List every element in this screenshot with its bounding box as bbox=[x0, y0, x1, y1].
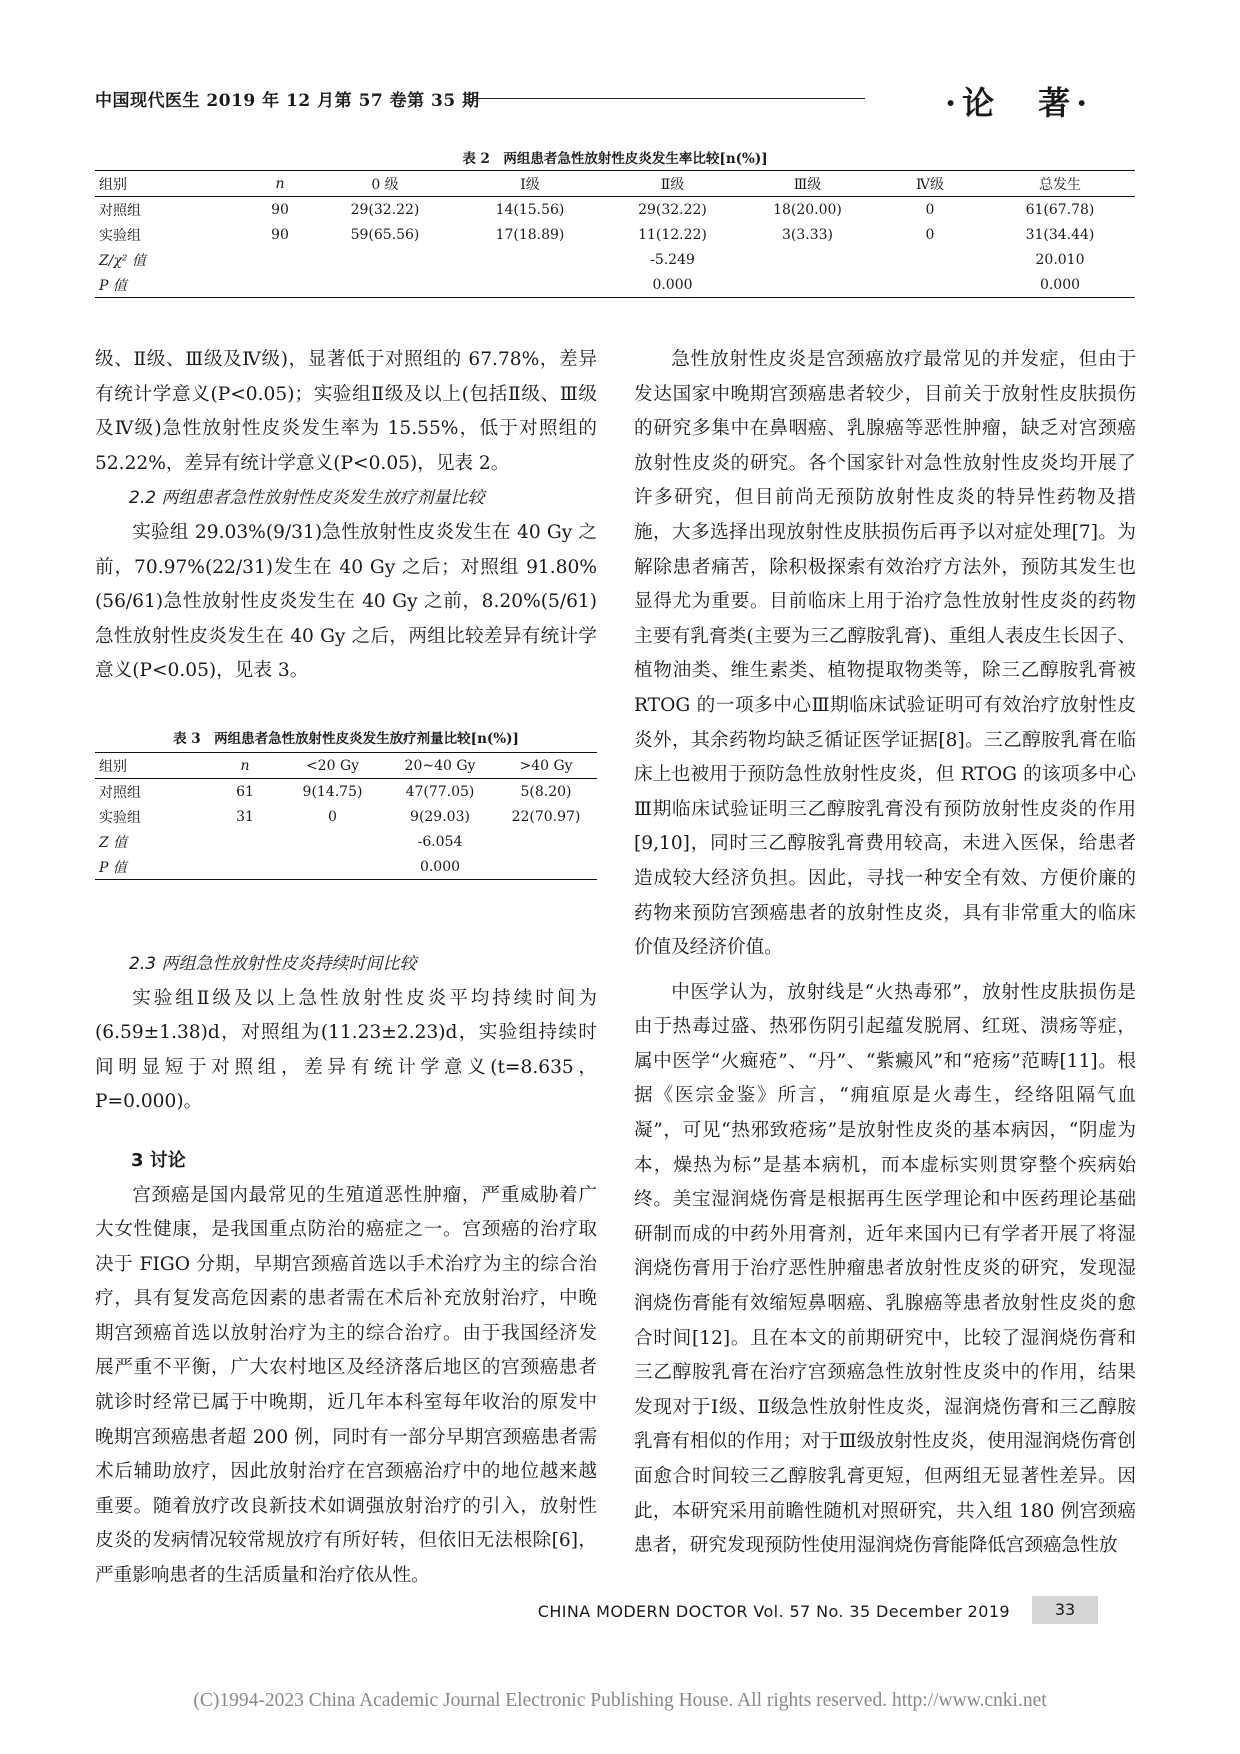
table-cell: 59(65.56) bbox=[350, 226, 420, 243]
table-cell bbox=[495, 829, 597, 854]
table2-header-cell: Ⅳ级 bbox=[875, 171, 985, 197]
table2-header-cell: 0 级 bbox=[315, 171, 455, 197]
table-cell: 31(34.44) bbox=[1025, 226, 1095, 243]
table-cell: 17(18.89) bbox=[495, 226, 565, 243]
table3 bbox=[95, 752, 597, 880]
paragraph: 实验组 29.03%(9/31)急性放射性皮炎发生在 40 Gy 之前，70.97%(22/31)发生在 40 Gy 之后；对照组 91.80%(56/61)急性放射性皮炎发生在 40 Gy 之前，8.20%(5/61)急性放射性皮炎发生在 40 Gy 之后，两组比较差异有统计学意义(P<0.05)，见表 3。 bbox=[95, 521, 597, 682]
page-number: 33 bbox=[1032, 1596, 1098, 1624]
right-column bbox=[634, 343, 1136, 1564]
table-cell: 3(3.33) bbox=[781, 226, 833, 243]
table-row bbox=[95, 829, 597, 854]
table-cell: 9(14.75) bbox=[302, 783, 363, 800]
table-cell bbox=[495, 854, 597, 880]
table-cell: 14(15.56) bbox=[495, 201, 565, 218]
table-cell bbox=[740, 272, 875, 298]
table-cell: Z/χ² 值 bbox=[99, 252, 146, 269]
table-cell: 0.000 bbox=[985, 272, 1135, 298]
table3-header-cell: n bbox=[210, 753, 280, 779]
paragraph: 实验组Ⅱ级及以上急性放射性皮炎平均持续时间为(6.59±1.38)d，对照组为(11.23±2.23)d，实验组持续时间明显短于对照组，差异有统计学意义(t=8.635，P=0.000)。 bbox=[95, 987, 597, 1113]
table-cell bbox=[875, 272, 985, 298]
table-cell: 实验组 bbox=[99, 227, 141, 244]
table-cell: 20.010 bbox=[1035, 251, 1085, 268]
section-heading-2-3: 2.3 两组急性放射性皮炎持续时间比较 bbox=[129, 953, 417, 974]
table-cell: 对照组 bbox=[99, 784, 141, 801]
table-cell bbox=[455, 247, 605, 272]
table-row bbox=[95, 854, 597, 880]
header-rule bbox=[470, 98, 865, 99]
section-heading-3: 3 讨论 bbox=[131, 1149, 186, 1171]
table2-header-row bbox=[95, 171, 1135, 197]
section-heading-2-2: 2.2 两组患者急性放射性皮炎发生放疗剂量比较 bbox=[129, 488, 485, 509]
table-cell bbox=[315, 272, 455, 298]
table-cell bbox=[740, 247, 875, 272]
table-cell bbox=[210, 854, 280, 880]
table-cell: P 值 bbox=[95, 854, 210, 880]
table2-header-cell: Ⅱ级 bbox=[605, 171, 740, 197]
table-cell: 61 bbox=[236, 783, 254, 800]
paragraph: 急性放射性皮炎是宫颈癌放疗最常见的并发症，但由于发达国家中晚期宫颈癌患者较少，目前关于放射性皮肤损伤的研究多集中在鼻咽癌、乳腺癌等恶性肿瘤，缺乏对宫颈癌放射性皮炎的研究。各个国家针对急性放射性皮炎均开展了许多研究，但目前尚无预防放射性皮炎的特异性药物及措施，大多选择出现放射性皮肤损伤后再予以对症处理[7]。为解除患者痛苦，除积极探索有效治疗方法外，预防其发生也显得尤为重要。目前临床上用于治疗急性放射性皮炎的药物主要有乳膏类(主要为三乙醇胺乳膏)、重组人表皮生长因子、植物油类、维生素类、植物提取物类等，除三乙醇胺乳膏被 RTOG 的一项多中心Ⅲ期临床试验证明可有效治疗放射性皮炎外，其余药物均缺乏循证医学证据[8]。三乙醇胺乳膏在临床上也被用于预防急性放射性皮炎，但 RTOG 的该项多中心Ⅲ期临床试验证明三乙醇胺乳膏没有预防放射性皮炎的作用[9,10]，同时三乙醇胺乳膏费用较高，未进入医保，给患者造成较大经济负担。因此，寻找一种安全有效、方便价廉的药物来预防宫颈癌患者的放射性皮炎，具有非常重大的临床价值及经济价值。 bbox=[634, 349, 1136, 959]
table2-header-cell: n bbox=[245, 171, 315, 197]
table3-header-cell: 20~40 Gy bbox=[385, 753, 495, 779]
paragraph: 级、Ⅱ级、Ⅲ级及Ⅳ级)，显著低于对照组的 67.78%，差异有统计学意义(P<0.05)；实验组Ⅱ级及以上(包括Ⅱ级、Ⅲ级及Ⅳ级)急性放射性皮炎发生率为 15.55%，低于对照组的 52.22%，差异有统计学意义(P<0.05)，见表 2。 bbox=[95, 349, 597, 474]
table3-header-cell: <20 Gy bbox=[280, 753, 385, 779]
table-cell: 9(29.03) bbox=[410, 808, 470, 825]
paragraph: 宫颈癌是国内最常见的生殖道恶性肿瘤，严重威胁着广大女性健康，是我国重点防治的癌症之一。宫颈癌的治疗取决于 FIGO 分期，早期宫颈癌首选以手术治疗为主的综合治疗，具有复发高危因素的患者需在术后补充放射治疗，中晚期宫颈癌首选以放射治疗为主的综合治疗。由于我国经济发展严重不平衡，广大农村地区及经济落后地区的宫颈癌患者就诊时经常已属于中晚期，近几年本科室每年收治的原发中晚期宫颈癌患者超 200 例，同时有一部分早期宫颈癌患者需术后辅助放疗，因此放射治疗在宫颈癌治疗中的地位越来越重要。随着放疗改良新技术如调强放射治疗的引入，放射性皮炎的发病情况较常规放疗有所好转，但依旧无法根除[6]，严重影响患者的生活质量和治疗依从性。 bbox=[95, 1184, 597, 1587]
running-footer-journal: CHINA MODERN DOCTOR Vol. 57 No. 35 December 2019 bbox=[537, 1602, 1010, 1621]
table2-header-cell: Ⅲ级 bbox=[740, 171, 875, 197]
table-cell: 11(12.22) bbox=[638, 226, 707, 243]
left-column bbox=[95, 343, 597, 1594]
table-cell: 0.000 bbox=[605, 272, 740, 298]
table-cell: 31 bbox=[236, 808, 254, 825]
table2-caption: 表 2 两组患者急性放射性皮炎发生率比较[n(%)] bbox=[462, 151, 768, 167]
table-cell: 0.000 bbox=[385, 854, 495, 880]
table-cell: 对照组 bbox=[99, 202, 141, 219]
table-row bbox=[95, 272, 1135, 298]
table2 bbox=[95, 170, 1135, 298]
table-row bbox=[95, 779, 597, 805]
table-cell: 29(32.22) bbox=[350, 201, 420, 218]
table-row bbox=[95, 804, 597, 829]
table-cell bbox=[280, 854, 385, 880]
table-cell bbox=[315, 247, 455, 272]
paragraph: 中医学认为，放射线是“火热毒邪”，放射性皮肤损伤是由于热毒过盛、热邪伤阴引起蕴发脱屑、红斑、溃疡等症，属中医学“火癍疮”、“丹”、“紫癜风”和“疮疡”范畴[11]。根据《医宗金鉴》所言，“痈疽原是火毒生，经络阻隔气血凝”，可见“热邪致疮疡”是放射性皮炎的基本病因，“阴虚为本，燥热为标”是基本病机，而本虚标实则贯穿整个疾病始终。美宝湿润烧伤膏是根据再生医学理论和中医药理论基础研制而成的中药外用膏剂，近年来国内已有学者开展了将湿润烧伤膏用于治疗恶性肿瘤患者放射性皮炎的研究，发现湿润烧伤膏能有效缩短鼻咽癌、乳腺癌等患者放射性皮炎的愈合时间[12]。且在本文的前期研究中，比较了湿润烧伤膏和三乙醇胺乳膏在治疗宫颈癌急性放射性皮炎中的作用，结果发现对于Ⅰ级、Ⅱ级急性放射性皮炎，湿润烧伤膏和三乙醇胺乳膏有相似的作用；对于Ⅲ级放射性皮炎，使用湿润烧伤膏创面愈合时间较三乙醇胺乳膏更短，但两组无显著性差异。因此，本研究采用前瞻性随机对照研究，共入组 180 例宫颈癌患者，研究发现预防性使用湿润烧伤膏能降低宫颈癌急性放 bbox=[634, 981, 1136, 1557]
table-cell: -6.054 bbox=[417, 833, 463, 850]
table-cell: 22(70.97) bbox=[511, 808, 581, 825]
table-cell: 0 bbox=[328, 808, 337, 825]
table-cell: 实验组 bbox=[99, 809, 141, 826]
table-row bbox=[95, 247, 1135, 272]
table-cell: 5(8.20) bbox=[520, 783, 572, 800]
table-cell: -5.249 bbox=[650, 251, 695, 268]
table-cell: 18(20.00) bbox=[773, 201, 842, 218]
table-cell: 61(67.78) bbox=[1025, 201, 1095, 218]
table2-header-cell: Ⅰ级 bbox=[455, 171, 605, 197]
table-row bbox=[95, 222, 1135, 247]
table-cell: Z 值 bbox=[99, 834, 128, 851]
table3-caption: 表 3 两组患者急性放射性皮炎发生放疗剂量比较[n(%)] bbox=[173, 731, 519, 747]
table-cell: 0 bbox=[925, 201, 935, 218]
table2-header-cell: 总发生 bbox=[985, 171, 1135, 197]
running-header-section: ·论 著· bbox=[945, 84, 1094, 122]
copyright-line: (C)1994-2023 China Academic Journal Electronic Publishing House. All rights reserved. http://www.cnki.net bbox=[193, 1690, 1047, 1711]
table3-header-row bbox=[95, 753, 597, 779]
table-cell bbox=[455, 272, 605, 298]
table3-header-cell: 组别 bbox=[95, 753, 210, 779]
table-cell: 90 bbox=[271, 201, 289, 218]
table-cell bbox=[875, 247, 985, 272]
table2-header-cell: 组别 bbox=[95, 171, 245, 197]
table-row bbox=[95, 197, 1135, 223]
table-cell: P 值 bbox=[95, 272, 245, 298]
table-cell: 0 bbox=[925, 226, 935, 243]
table-cell: 47(77.05) bbox=[405, 783, 475, 800]
table-cell bbox=[245, 272, 315, 298]
table-cell: 29(32.22) bbox=[638, 201, 707, 218]
table3-header-cell: >40 Gy bbox=[495, 753, 597, 779]
table-cell bbox=[245, 247, 315, 272]
table-cell bbox=[280, 829, 385, 854]
table-cell: 90 bbox=[271, 226, 289, 243]
running-header-journal: 中国现代医生 2019 年 12 月第 57 卷第 35 期 bbox=[95, 91, 480, 111]
table-cell bbox=[210, 829, 280, 854]
